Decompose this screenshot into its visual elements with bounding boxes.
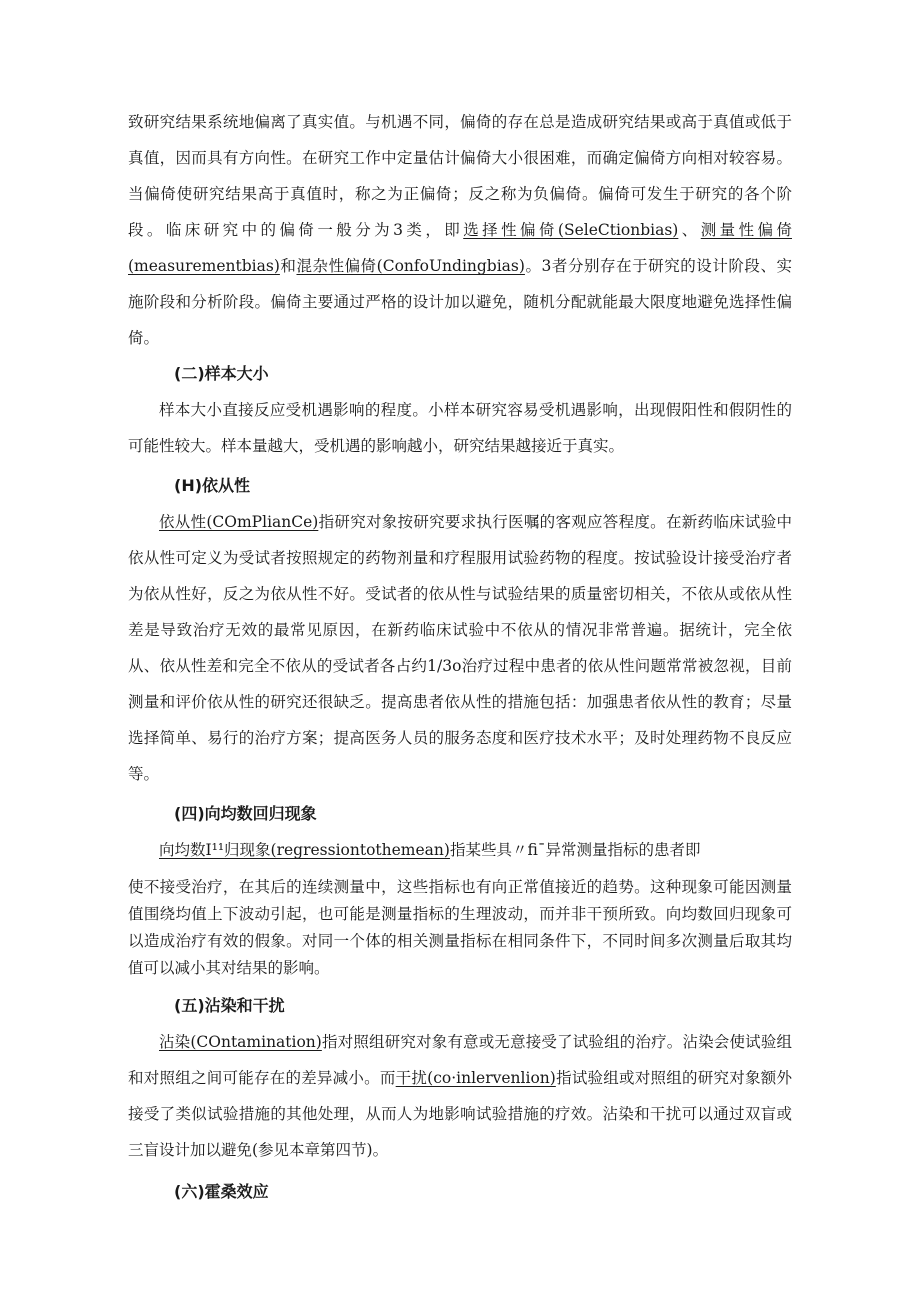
paragraph-bias xyxy=(128,104,792,356)
text-run: 和 xyxy=(279,257,297,275)
text-run: 、 xyxy=(678,221,701,239)
heading-sample-size: (二)样本大小 xyxy=(174,364,269,383)
term-co-intervention: 干扰(co·inlervenlion) xyxy=(395,1069,556,1087)
term-regression-to-mean: 向均数I¹¹归现象(regressiontothemean) xyxy=(159,841,450,859)
text-run: 。3者分别存在于研究的设计阶段、实施阶段和分析阶段。偏倚主要通过严格的设计加以避免，随机分配就能最大限度地避免选择性偏倚。 xyxy=(128,257,792,347)
text-run: 指对照组研究对象有意或无意接受了试验组的治疗。沾染会使试验组和对照组之间可能存在的差异减小。而 xyxy=(128,1033,792,1087)
heading-contamination: (五)沾染和干扰 xyxy=(174,996,285,1015)
heading-regression-to-mean: (四)向均数回归现象 xyxy=(174,804,317,823)
term-contamination: 沾染(COntamination) xyxy=(159,1033,322,1051)
heading-compliance: (H)依从性 xyxy=(174,476,251,495)
paragraph-sample-size: 样本大小直接反应受机遇影响的程度。小样本研究容易受机遇影响，出现假阳性和假阴性的可能性较大。样本量越大，受机遇的影响越小，研究结果越接近于真实。 xyxy=(128,401,792,455)
paragraph-compliance xyxy=(128,504,792,792)
text-run: 指试验组或对照组的研究对象额外接受了类似试验措施的其他处理，从而人为地影响试验措施的疗效。沾染和干扰可以通过双盲或三盲设计加以避免(参见本章第四节)。 xyxy=(128,1069,792,1159)
term-measurement-bias: 测量性偏倚(measurementbias) xyxy=(128,221,792,275)
document-page xyxy=(128,104,792,1210)
text-run: 致研究结果系统地偏离了真实值。与机遇不同，偏倚的存在总是造成研究结果或高于真值或低于真值，因而具有方向性。在研究工作中定量估计偏倚大小很困难，而确定偏倚方向相对较容易。当偏倚使研究结果高于真值时，称之为正偏倚；反之称为负偏倚。偏倚可发生于研究的各个阶段。临床研究中的偏倚一般分为3类，即 xyxy=(128,113,792,239)
term-confounding-bias: 混杂性偏倚(ConfoUndingbias) xyxy=(296,257,525,275)
paragraph-contamination xyxy=(128,1024,792,1168)
text-run: 指某些具〃fi¯异常测量指标的患者即 xyxy=(449,841,701,859)
term-selection-bias: 选择性偏倚(SeleCtionbias) xyxy=(463,221,679,239)
term-compliance: 依从性(COmPlianCe) xyxy=(159,513,319,531)
heading-hawthorne-effect: (六)霍桑效应 xyxy=(174,1182,269,1201)
paragraph-regression-first-line xyxy=(128,832,792,868)
text-run: 指研究对象按研究要求执行医嘱的客观应答程度。在新药临床试验中依从性可定义为受试者按照规定的药物剂量和疗程服用试验药物的程度。按试验设计接受治疗者为依从性好，反之为依从性不好。受试者的依从性与试验结果的质量密切相关，不依从或依从性差是导致治疗无效的最常见原因，在新药临床试验中不依从的情况非常普遍。据统计，完全依从、依从性差和完全不依从的受试者各占约1/3o治疗过程中患者的依从性问题常常被忽视，目前测量和评价依从性的研究还很缺乏。提高患者依从性的措施包括：加强患者依从性的教育；尽量选择简单、易行的治疗方案；提高医务人员的服务态度和医疗技术水平；及时处理药物不良反应等。 xyxy=(128,513,792,783)
paragraph-regression-body: 使不接受治疗，在其后的连续测量中，这些指标也有向正常值接近的趋势。这种现象可能因测量值围绕均值上下波动引起，也可能是测量指标的生理波动，而并非干预所致。向均数回归现象可以造成治疗有效的假象。对同一个体的相关测量指标在相同条件下，不同时间多次测量后取其均值可以减小其对结果的影响。 xyxy=(128,878,792,977)
